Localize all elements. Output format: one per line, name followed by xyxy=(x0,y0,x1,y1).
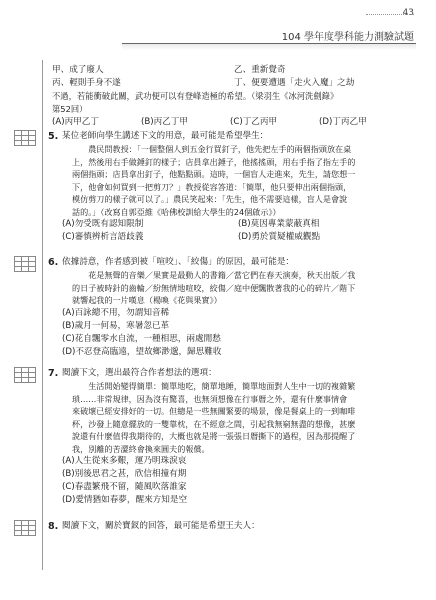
q4-option-ding: 丁、便要遭遇「走火入魔」之劫 xyxy=(234,78,355,88)
q4-answer-a: (A)丙甲乙丁 xyxy=(52,117,99,127)
q4-options-row-1 xyxy=(52,64,416,77)
question-stem: 閱讀下文，關於寶釵的回答，最可能是希望王夫人： xyxy=(62,521,260,531)
passage-line: 花是無聲的音樂／果實是最動人的書籍／當它們在春天演奏，秋天出版／我 xyxy=(88,270,356,280)
question-number: 8. xyxy=(48,521,59,532)
answer-grid xyxy=(14,367,36,383)
choice-a: (A)百詠總不用，勿謂知音稀 xyxy=(62,307,170,318)
q4-option-bing: 丙、輕則手身不遂 xyxy=(52,78,121,88)
choices-row xyxy=(62,231,416,244)
margin-line xyxy=(42,60,43,570)
choice-a: (A)人生從來多艱，運乃明珠淚哀 xyxy=(62,456,187,466)
passage-line: 來破壞已經安排好的一切。但總是一些無關緊要的場景，像是餐桌上的一到咖啡 xyxy=(72,406,356,416)
question-8 xyxy=(48,520,416,533)
passage-line: 我，別離的苦澀終會換來圓夫的報償。 xyxy=(72,443,210,454)
choice-c: (C)春盡繁飛不留，隨風吹落誰家 xyxy=(62,482,187,492)
header-dots xyxy=(366,14,414,15)
answer-grid xyxy=(14,520,36,536)
q4-continuation xyxy=(52,64,416,129)
exam-title: 104 學年度學科能力測驗試題 xyxy=(281,32,414,43)
passage-line: 說還有什麼值得我期待的，大概也就是將一張張日曆撕下的過程，因為那提醒了 xyxy=(72,431,356,441)
passage-line: 就響起我的一片嘆息（楊喚《花與果實》） xyxy=(72,295,222,305)
question-6 xyxy=(48,256,416,359)
q4-options-row-2 xyxy=(52,77,416,90)
choice-d: (D)勇於質疑權威觀點 xyxy=(238,232,321,242)
header-shade xyxy=(122,44,416,50)
q4-answer-c: (C)丁乙丙甲 xyxy=(230,117,278,127)
passage-line: 下，他會如何買到一把剪刀？」教授從容答道：「簡單，他只要伸出兩個指頭， xyxy=(72,181,352,192)
choice-b: (B)別後思君之甚，欣信相撞有期 xyxy=(62,469,187,479)
question-number: 7. xyxy=(48,368,59,379)
choice-b: (B)歲月一何易，寒暑忽已革 xyxy=(62,320,170,331)
question-number: 6. xyxy=(48,257,59,268)
q4-text-line: 不過，若能衝破此關，武功便可以有登峰造極的希望。（梁羽生《冰河洗劍錄》 xyxy=(52,91,339,101)
q4-option-yi: 乙、重新覺奇 xyxy=(234,65,286,75)
answer-grid xyxy=(14,256,36,272)
q4-answers xyxy=(52,116,416,129)
q4-answer-b: (B)丙乙丁甲 xyxy=(141,117,188,127)
page-number: 43 xyxy=(402,8,414,18)
q4-answer-d: (D)丁丙乙甲 xyxy=(319,117,367,127)
choice-d: (D)不忍登高臨遠，望故鄉渺邈，歸思難收 xyxy=(62,346,222,357)
question-5 xyxy=(48,130,416,244)
choice-c: (C)審慎辨析言語歧義 xyxy=(62,232,144,242)
question-number: 5. xyxy=(48,131,59,142)
choice-d: (D)愛情猶如春夢，醒來方知是空 xyxy=(62,495,188,505)
passage-line: 模仿剪刀的樣子就可以了。」農民笑起來：「先生，他不需要這樣，盲人是會說 xyxy=(72,194,348,204)
passage-line: 上，然後用右手做錘釘的樣子；店員拿出錘子，他搖搖頭，用右手指了指左手的 xyxy=(72,156,356,167)
choice-a: (A)勿受既有認知限制 xyxy=(62,219,144,229)
question-stem: 某位老師向學生講述下文的用意，最可能是希望學生： xyxy=(62,131,269,141)
question-7 xyxy=(48,367,416,507)
passage-line: 話的。」（改寫自郭亞維《哈佛校訓給大學生的24個啟示》） xyxy=(72,206,281,217)
question-stem: 閱讀下文，選出最符合作者想法的選項： xyxy=(62,368,217,378)
passage-line: 生活開始變得簡單：簡單地吃，簡單地睡，簡單地面對人生中一切的複雜繁 xyxy=(88,381,356,391)
passage-line: 的日子被時針的齒輪／紛無情地喧咬，絞傷／庭中便飄散著我的心的碎片／階下 xyxy=(72,282,356,293)
q4-text-line: 第52回） xyxy=(52,104,88,114)
choice-c: (C)花自飄零水自流，一種相思，兩處閒愁 xyxy=(62,333,221,344)
passage-line: 瑣……非常規律，因為沒有驚喜，也無須想像在行事曆之外，還有什麼事情會 xyxy=(72,393,348,404)
passage-line: 杯，沙發上隨意擺放的一雙靠枕，在不經意之間，引起我無窮無盡的想像，甚麼 xyxy=(72,418,356,429)
choice-b: (B)莫因專業蒙蔽真相 xyxy=(238,219,320,229)
q4-option-jia: 甲、成了廢人 xyxy=(52,65,104,75)
passage-line: 農民問教授：「一個整個人到五金行買釘子，他先把左手的兩個指頭放在桌 xyxy=(88,144,352,154)
question-stem: 依據詩意，作者感到被「喧咬」、「絞傷」的原因，最可能是： xyxy=(62,257,295,267)
choices-row xyxy=(62,218,416,231)
passage-line: 兩個指頭；店員拿出釘子，他點點頭。這時，一個盲人走進來，先生，請您想一 xyxy=(72,169,356,179)
answer-grid xyxy=(14,130,36,146)
